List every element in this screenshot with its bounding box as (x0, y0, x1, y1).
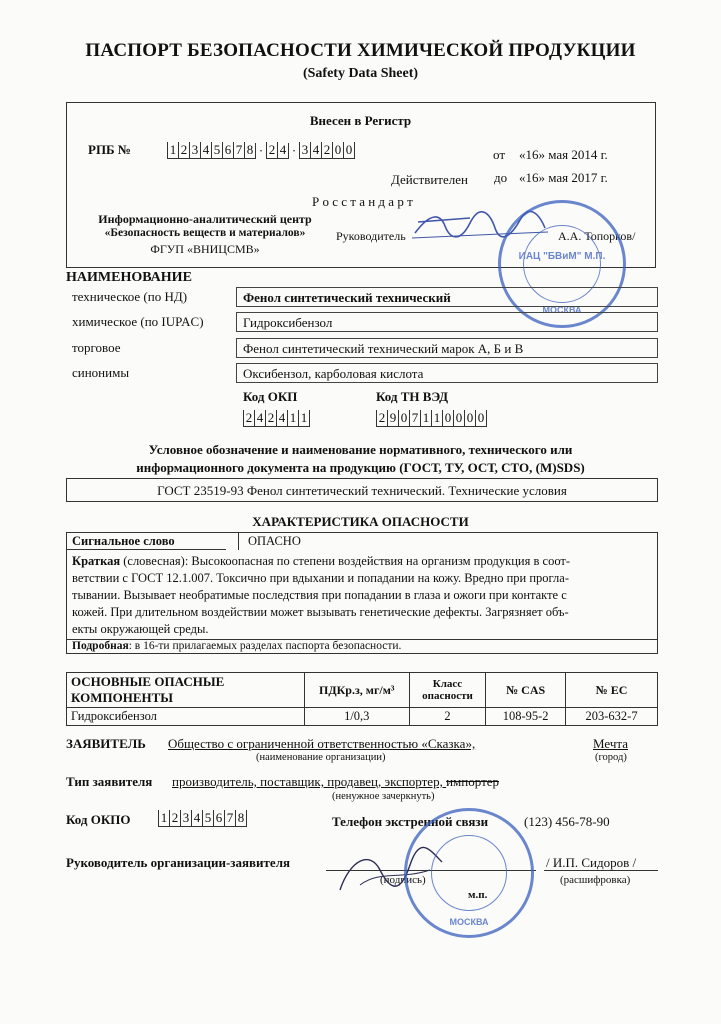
tnved-digit: 1 (431, 410, 442, 427)
applicant-type-label: Тип заявителя (66, 774, 153, 789)
center-line3: ФГУП «ВНИЦСМВ» (150, 242, 260, 256)
tnved-digit: 0 (442, 410, 453, 427)
sign-hint: (подпись) (380, 874, 426, 886)
tnved-digit: 7 (409, 410, 420, 427)
brief-line: Высокоопасная по степени воздействия на организм продукция в соот- (191, 554, 571, 568)
center-line2: «Безопасность веществ и материалов» (104, 227, 306, 239)
table-cell: Гидроксибензол (67, 708, 305, 726)
naming-row-label: химическое (по IUPAC) (72, 314, 204, 329)
okpo-digit: 6 (213, 810, 224, 827)
applicant-type-hint: (ненужное зачеркнуть) (332, 791, 435, 802)
rpb-label: РПБ № (88, 142, 131, 157)
rpb-digit: 3 (299, 142, 310, 159)
brief-label: Краткая (72, 554, 121, 568)
table-header-cell: № CAS (486, 673, 566, 708)
okpo-digit: 1 (158, 810, 169, 827)
okpo-digit: 2 (169, 810, 180, 827)
naming-row-value: Оксибензол, карболовая кислота (236, 363, 658, 383)
tnved-label: Код ТН ВЭД (376, 389, 449, 404)
components-table (66, 672, 658, 726)
naming-row-label: техническое (по НД) (72, 289, 188, 304)
phone-label: Телефон экстренной связи (332, 814, 489, 829)
document-subtitle: (Safety Data Sheet) (302, 66, 419, 81)
table-cell: 108-95-2 (486, 708, 566, 726)
okpo-label: Код ОКПО (66, 812, 131, 827)
okp-digit: 4 (254, 410, 265, 427)
signal-value: ОПАСНО (248, 534, 301, 548)
brief-type: (словесная): (120, 554, 192, 568)
naming-row-value: Фенол синтетический технический марок А, Б и В (236, 338, 658, 358)
normative-value: ГОСТ 23519-93 Фенол синтетический технический. Технические условия (157, 483, 567, 498)
okpo-digit: 3 (180, 810, 191, 827)
okp-digit: 2 (243, 410, 254, 427)
table-header-cell: № ЕС (566, 673, 658, 708)
applicant-stamp-ring: МОСКВА (449, 917, 489, 927)
from-label: от (493, 147, 506, 162)
naming-row-label: торговое (72, 340, 121, 355)
naming-row-value: Фенол синтетический технический (236, 287, 658, 307)
document-title: ПАСПОРТ БЕЗОПАСНОСТИ ХИМИЧЕСКОЙ ПРОДУКЦИИ (85, 40, 636, 61)
rpb-digit: 7 (233, 142, 244, 159)
okp-label: Код ОКП (243, 389, 298, 404)
register-stamp-center: ИАЦ "БВиМ" М.П. (518, 251, 606, 262)
rpb-digit: 3 (189, 142, 200, 159)
tnved-digit: 9 (387, 410, 398, 427)
okpo-digit: 7 (224, 810, 235, 827)
table-header-cell: ОСНОВНЫЕ ОПАСНЫЕ КОМПОНЕНТЫ (67, 673, 305, 708)
naming-row-label: синонимы (72, 365, 130, 380)
applicant-stamp (404, 808, 534, 938)
applicant-type (172, 774, 499, 790)
rpb-digit: 2 (178, 142, 189, 159)
applicant-type-struck: импортер (446, 774, 500, 789)
applicant-city: Мечта (593, 736, 628, 751)
tnved-digit: 1 (420, 410, 431, 427)
rpb-digit: 5 (211, 142, 222, 159)
from-date: «16» мая 2014 г. (519, 147, 608, 162)
rpb-digit: 2 (321, 142, 332, 159)
rpb-number (167, 142, 355, 159)
rpb-digit: 1 (167, 142, 178, 159)
detail-label: Подробная (72, 640, 129, 652)
signal-label: Сигнальное слово (72, 534, 175, 548)
register-stamp (498, 200, 626, 328)
brief-description (72, 553, 654, 638)
okpo-code (158, 810, 247, 827)
rpb-digit: · (255, 143, 266, 159)
brief-line: кожей. При длительном воздействии может вызывать генетические дефекты. Загрязняет объ- (72, 605, 569, 619)
tnved-digit: 2 (376, 410, 387, 427)
applicant-label: ЗАЯВИТЕЛЬ (66, 736, 146, 751)
okp-digit: 1 (298, 410, 310, 427)
applicant-city-hint: (город) (595, 752, 627, 763)
rpb-digit: · (288, 143, 299, 159)
rpb-digit: 2 (266, 142, 277, 159)
mp-label: м.п. (468, 889, 488, 901)
tnved-digit: 0 (398, 410, 409, 427)
rpb-digit: 4 (277, 142, 288, 159)
brief-line: ветствии с ГОСТ 12.1.007. Токсично при вдыхании и попадании на кожу. Вредно при прогла- (72, 571, 569, 585)
tnved-digit: 0 (475, 410, 487, 427)
tnved-digit: 0 (453, 410, 464, 427)
naming-title: НАИМЕНОВАНИЕ (66, 270, 192, 285)
phone-value: (123) 456-78-90 (524, 814, 610, 829)
detail-text: : в 16-ти прилагаемых разделах паспорта безопасности. (128, 640, 402, 652)
applicant-name-hint: (наименование организации) (256, 752, 386, 763)
normative-title-2: информационного документа на продукцию (ГОСТ, ТУ, ОСТ, СТО, (М)SDS) (136, 460, 585, 475)
okpo-digit: 4 (191, 810, 202, 827)
register-title: Внесен в Регистр (309, 113, 412, 128)
okpo-digit: 8 (235, 810, 247, 827)
to-date: «16» мая 2017 г. (519, 170, 608, 185)
register-head-label: Руководитель (336, 229, 406, 243)
normative-title-1: Условное обозначение и наименование нормативного, технического или (148, 442, 573, 457)
brief-line: екты окружающей среды. (72, 622, 209, 636)
agency-name: Р о с с т а н д а р т (312, 194, 413, 209)
tnved-code (376, 410, 487, 427)
detail-description (72, 640, 401, 652)
brief-line: тывании. Вызывает необратимые последствия при попадании в глаза и ожоги при контакте с (72, 588, 567, 602)
decode-hint: (расшифровка) (560, 874, 631, 886)
rpb-digit: 0 (332, 142, 343, 159)
valid-label: Действителен (391, 172, 468, 187)
applicant-type-value: производитель, поставщик, продавец, экспортер, (172, 774, 447, 789)
okp-digit: 4 (276, 410, 287, 427)
applicant-name: Общество с ограниченной ответственностью «Сказка», (168, 736, 476, 751)
hazard-title: ХАРАКТЕРИСТИКА ОПАСНОСТИ (252, 514, 469, 529)
table-cell: 1/0,3 (304, 708, 409, 726)
rpb-digit: 8 (244, 142, 255, 159)
applicant-head-label: Руководитель организации-заявителя (66, 855, 291, 870)
okp-digit: 2 (265, 410, 276, 427)
okp-code (243, 410, 310, 427)
rpb-digit: 4 (200, 142, 211, 159)
rpb-digit: 6 (222, 142, 233, 159)
table-row (67, 708, 658, 726)
table-header-cell: Класс опасности (409, 673, 485, 708)
register-head-name: А.А. Топорков/ (558, 229, 636, 243)
applicant-head-name: / И.П. Сидоров / (546, 855, 637, 870)
okp-digit: 1 (287, 410, 298, 427)
naming-row-value: Гидроксибензол (236, 312, 658, 332)
rpb-digit: 0 (343, 142, 355, 159)
tnved-digit: 0 (464, 410, 475, 427)
center-line1: Информационно-аналитический центр (98, 212, 312, 226)
register-stamp-ring: МОСКВА (542, 305, 582, 315)
rpb-digit: 4 (310, 142, 321, 159)
table-cell: 203-632-7 (566, 708, 658, 726)
to-label: до (494, 170, 508, 185)
table-header-cell: ПДКр.з, мг/м³ (304, 673, 409, 708)
table-cell: 2 (409, 708, 485, 726)
okpo-digit: 5 (202, 810, 213, 827)
